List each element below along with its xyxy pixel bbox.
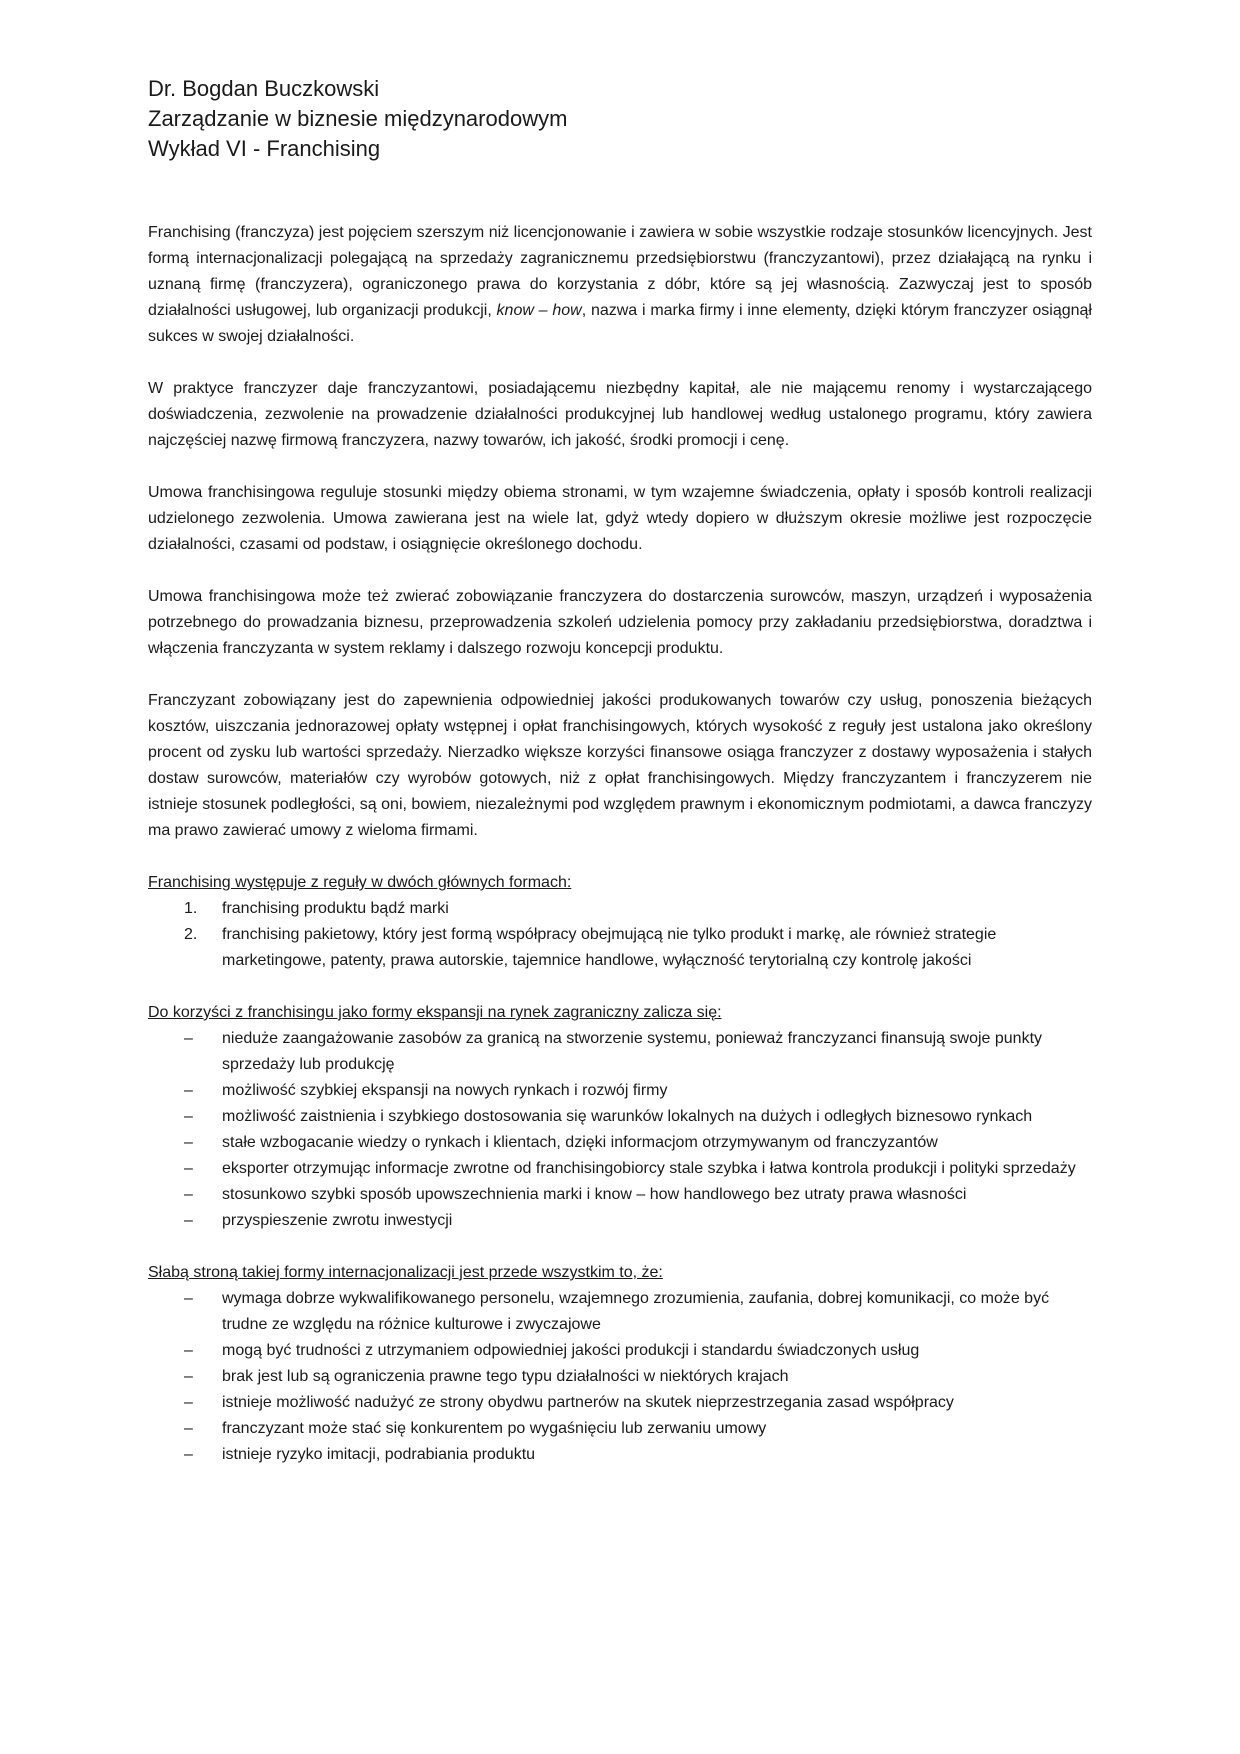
weaknesses-list: [148, 1286, 1092, 1468]
list-item: [148, 1390, 1092, 1416]
list-item: [148, 1286, 1092, 1338]
list-marker: –: [184, 1160, 193, 1177]
list-item-text: franchising produktu bądź marki: [222, 900, 449, 917]
list-item: [148, 1156, 1092, 1182]
list-item: [148, 896, 1092, 922]
list-item-text: możliwość zaistnienia i szybkiego dostosowania się warunków lokalnych na dużych i odległych biznesowo rynkach: [222, 1108, 1033, 1125]
advantages-heading: Do korzyści z franchisingu jako formy ekspansji na rynek zagraniczny zalicza się:: [148, 1004, 722, 1021]
list-marker: –: [184, 1290, 193, 1307]
list-item: [148, 1208, 1092, 1234]
list-item-text: stałe wzbogacanie wiedzy o rynkach i klientach, dzięki informacjom otrzymywanym od franczyzantów: [222, 1134, 938, 1151]
list-item-text: przyspieszenie zwrotu inwestycji: [222, 1212, 453, 1229]
list-item: [148, 1338, 1092, 1364]
paragraph-practice: W praktyce franczyzer daje franczyzantowi, posiadającemu niezbędny kapitał, ale nie mającemu renomy i wystarczającego doświadczenia, zezwolenie na prowadzenie działalności produkcyjnej lub handlowej według ustalonego programu, który zawiera najczęściej nazwę firmową franczyzera, nazwy towarów, ich jakość, środki promocji i cenę.: [148, 380, 1092, 449]
list-item: [148, 1078, 1092, 1104]
paragraph-obligations-franchisor: Umowa franchisingowa może też zwierać zobowiązanie franczyzera do dostarczenia surowców, maszyn, urządzeń i wyposażenia potrzebnego do prowadzania biznesu, przeprowadzenia szkoleń udzielenia pomocy przy zakładaniu przedsiębiorstwa, doradztwa i włączenia franczyzanta w system reklamy i dalszego rozwoju koncepcji produktu.: [148, 588, 1092, 657]
list-item-text: franchising pakietowy, który jest formą współpracy obejmującą nie tylko produkt i markę, ale również strategie marketingowe, patenty, prawa autorskie, tajemnice handlowe, wyłączność terytorialną czy kontrolę jakości: [222, 926, 997, 969]
list-item-text: możliwość szybkiej ekspansji na nowych rynkach i rozwój firmy: [222, 1082, 668, 1099]
paragraph-text: , nazwa i marka firmy i inne elementy, dzięki którym franczyzer osiągnął sukces w swojej działalności.: [148, 302, 1092, 345]
list-item-text: mogą być trudności z utrzymaniem odpowiedniej jakości produkcji i standardu świadczonych usług: [222, 1342, 920, 1359]
list-marker: –: [184, 1030, 193, 1047]
list-item: [148, 1442, 1092, 1468]
list-item-text: franczyzant może stać się konkurentem po wygaśnięciu lub zerwaniu umowy: [222, 1420, 767, 1437]
forms-heading: Franchising występuje z reguły w dwóch głównych formach:: [148, 874, 572, 891]
list-marker: –: [184, 1420, 193, 1437]
list-marker: –: [184, 1186, 193, 1203]
list-marker: –: [184, 1108, 193, 1125]
list-marker: –: [184, 1368, 193, 1385]
list-item-text: nieduże zaangażowanie zasobów za granicą na stworzenie systemu, ponieważ franczyzanci finansują swoje punkty sprzedaży lub produkcję: [222, 1030, 1043, 1073]
list-item: [148, 1416, 1092, 1442]
document-header: [148, 74, 1092, 164]
lecture-title: Wykład VI - Franchising: [148, 136, 381, 161]
document-body: [148, 220, 1092, 1468]
list-item-text: brak jest lub są ograniczenia prawne tego typu działalności w niektórych krajach: [222, 1368, 789, 1385]
list-item-text: wymaga dobrze wykwalifikowanego personelu, wzajemnego zrozumienia, zaufania, dobrej komunikacji, co może być trudne ze względu na różnice kulturowe i zwyczajowe: [222, 1290, 1050, 1333]
list-item: [148, 1104, 1092, 1130]
list-marker: –: [184, 1342, 193, 1359]
list-marker: –: [184, 1134, 193, 1151]
list-item-text: istnieje możliwość nadużyć ze strony obydwu partnerów na skutek nieprzestrzegania zasad współpracy: [222, 1394, 954, 1411]
document-page: [148, 74, 1092, 1494]
forms-list: [148, 896, 1092, 974]
list-item-text: istnieje ryzyko imitacji, podrabiania produktu: [222, 1446, 536, 1463]
list-item: [148, 1364, 1092, 1390]
paragraph-definition: [148, 220, 1092, 350]
paragraph-text: Franchising (franczyza) jest pojęciem szerszym niż licencjonowanie i zawiera w sobie wszystkie rodzaje stosunków licencyjnych. Jest formą internacjonalizacji polegającą na sprzedaży zagranicznemu przedsiębiorstwu (franczyzantowi), przez działającą na rynku i uznaną firmę (franczyzera), ograniczonego prawa do korzystania z dóbr, które są jej własnością. Zazwyczaj jest to sposób działalności usługowej, lub organizacji produkcji,: [148, 224, 1092, 319]
list-marker: –: [184, 1212, 193, 1229]
list-item: [148, 922, 1092, 974]
list-marker: 2.: [184, 926, 198, 943]
list-item-text: eksporter otrzymując informacje zwrotne od franchisingobiorcy stale szybka i łatwa kontrola produkcji i polityki sprzedaży: [222, 1160, 1076, 1177]
list-marker: –: [184, 1394, 193, 1411]
paragraph-agreement: Umowa franchisingowa reguluje stosunki między obiema stronami, w tym wzajemne świadczenia, opłaty i sposób kontroli realizacji udzielonego zezwolenia. Umowa zawierana jest na wiele lat, gdyż wtedy dopiero w dłuższym okresie możliwe jest rozpoczęcie działalności, czasami od podstaw, i osiągnięcie określonego dochodu.: [148, 484, 1092, 553]
list-item: [148, 1130, 1092, 1156]
weaknesses-heading: Słabą stroną takiej formy internacjonalizacji jest przede wszystkim to, że:: [148, 1264, 663, 1281]
list-marker: –: [184, 1446, 193, 1463]
list-item: [148, 1026, 1092, 1078]
list-item: [148, 1182, 1092, 1208]
course-title: Zarządzanie w biznesie międzynarodowym: [148, 106, 568, 131]
advantages-list: [148, 1026, 1092, 1234]
author-name: Dr. Bogdan Buczkowski: [148, 76, 380, 101]
paragraph-obligations-franchisee: Franczyzant zobowiązany jest do zapewnienia odpowiedniej jakości produkowanych towarów czy usług, ponoszenia bieżących kosztów, uiszczania jednorazowej opłaty wstępnej i opłat franchisingowych, których wysokość z reguły jest ustalona jako określony procent od zysku lub wartości sprzedaży. Nierzadko większe korzyści finansowe osiąga franczyzer z dostawy wyposażenia i stałych dostaw surowców, materiałów czy wyrobów gotowych, niż z opłat franchisingowych. Między franczyzantem i franczyzerem nie istnieje stosunek podległości, są oni, bowiem, niezależnymi pod względem prawnym i ekonomicznym podmiotami, a dawca franczyzy ma prawo zawierać umowy z wieloma firmami.: [148, 692, 1092, 839]
list-marker: 1.: [184, 900, 198, 917]
know-how-term: know – how: [496, 302, 582, 319]
list-marker: –: [184, 1082, 193, 1099]
list-item-text: stosunkowo szybki sposób upowszechnienia marki i know – how handlowego bez utraty prawa własności: [222, 1186, 967, 1203]
